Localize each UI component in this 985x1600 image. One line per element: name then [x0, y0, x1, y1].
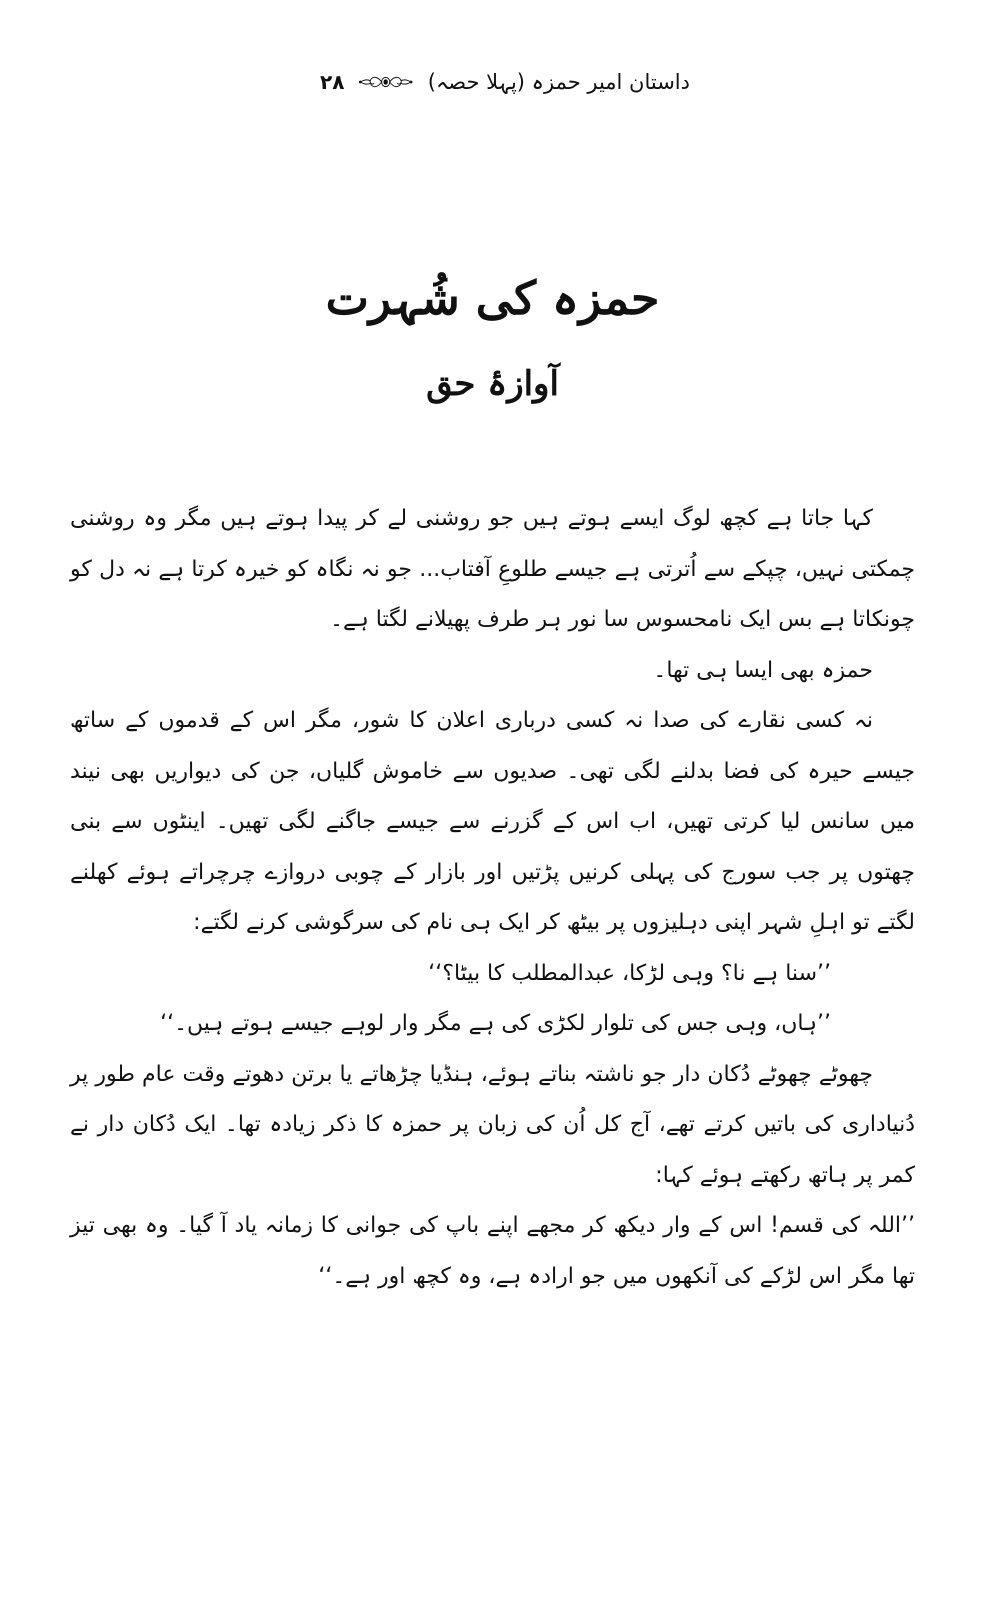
chapter-subtitle: آوازۂ حق — [426, 364, 559, 404]
chapter-title: حمزہ کی شُہرت — [325, 271, 660, 325]
body-text — [70, 494, 915, 1302]
paragraph: نہ کسی نقارے کی صدا نہ کسی درباری اعلان کا شور، مگر اس کے قدموں کے ساتھ جیسے حیرہ کی فضا بدلنے لگی تھی۔ صدیوں سے خاموش گلیاں، جن کی دیواریں بھی نیند میں سانس لیا کرتی تھیں، اب اس کے گزرنے سے جیسے جاگنے لگی تھیں۔ اینٹوں سے بنی چھتوں پر جب سورج کی پہلی کرنیں پڑتیں اور بازار کے چوبی دروازے چرچراتے ہوئے کھلنے لگتے تو اہلِ شہر اپنی دہلیزوں پر بیٹھ کر ایک ہی نام کی سرگوشی کرنے لگتے: — [70, 708, 915, 935]
page-number: ۲۸ — [320, 70, 345, 94]
quote-line: ’’سنا ہے نا؟ وہی لڑکا، عبدالمطلب کا بیٹا؟‘‘ — [428, 960, 831, 986]
paragraph: حمزہ بھی ایسا ہی تھا۔ — [653, 657, 873, 683]
quote-line: ’’ہاں، وہی جس کی تلوار لکڑی کی ہے مگر وار لوہے جیسے ہوتے ہیں۔‘‘ — [160, 1011, 831, 1036]
ornament-icon — [358, 68, 413, 96]
paragraph: چھوٹے چھوٹے دُکان دار جو ناشتہ بناتے ہوئے، ہنڈیا چڑھاتے یا برتن دھوتے وقت عام طور پر دُنیاداری کی باتیں کرتے تھے، آج کل اُن کی زبان پر حمزہ کا ذکر زیادہ تھا۔ ایک دُکان دار نے کمر پر ہاتھ رکھتے ہوئے کہا: — [70, 1061, 915, 1188]
paragraph: کہا جاتا ہے کچھ لوگ ایسے ہوتے ہیں جو روشنی لے کر پیدا ہوتے ہیں مگر وہ روشنی چمکتی نہیں، چپکے سے اُترتی ہے جیسے طلوعِ آفتاب... جو نہ نگاہ کو خیرہ کرتا ہے نہ دل کو چونکاتا ہے بس ایک نامحسوس سا نور ہر طرف پھیلانے لگتا ہے۔ — [70, 506, 915, 632]
quote-paragraph: ’’اللہ کی قسم! اس کے وار دیکھ کر مجھے اپنے باپ کی جوانی کا زمانہ یاد آ گیا۔ وہ بھی تیز تھا مگر اس لڑکے کی آنکھوں میں جو ارادہ ہے، وہ کچھ اور ہے۔‘‘ — [70, 1213, 915, 1289]
book-title: داستان امیر حمزہ (پہلا حصہ) — [427, 70, 690, 94]
running-header — [320, 62, 690, 102]
